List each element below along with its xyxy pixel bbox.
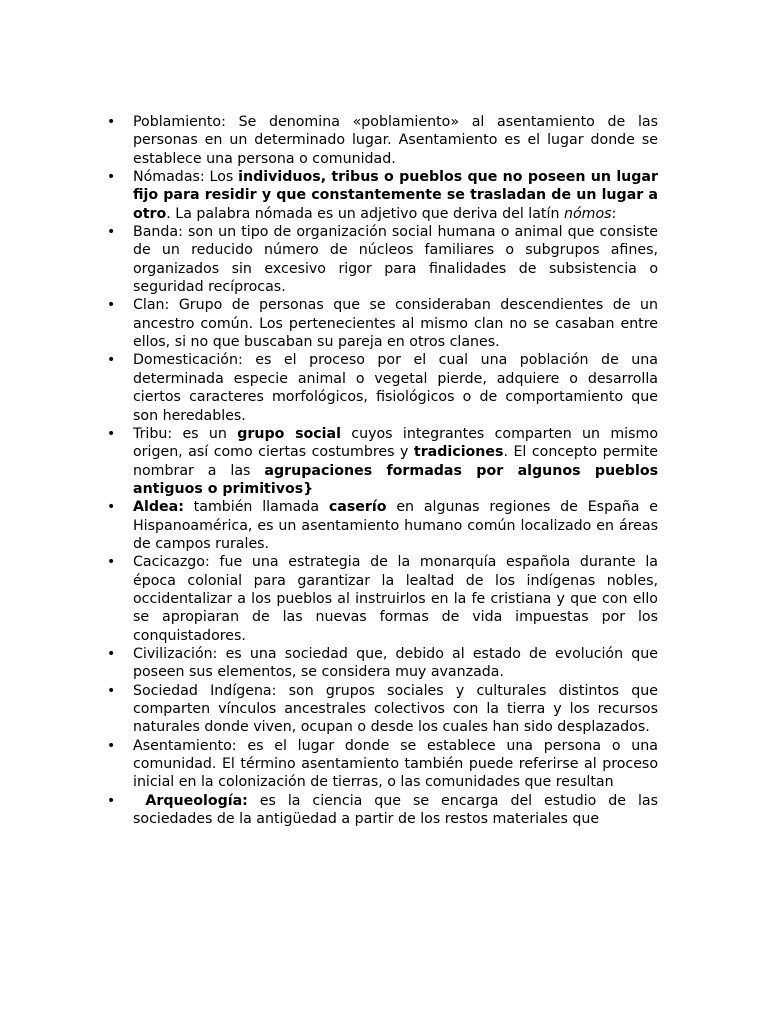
list-item-sociedad-indigena: [107, 682, 658, 737]
bullet-icon: •: [107, 499, 116, 516]
term-label: Poblamiento:: [133, 114, 226, 130]
definition-text: es el lugar donde se establece una persona o una comunidad. El término asentamiento también puede referirse al proceso inicial en la colonización de tierras, o las comunidades que resultan: [133, 737, 658, 791]
bullet-icon: •: [107, 352, 116, 369]
definition-text: cuyos integrantes comparten un mismo origen, así como ciertas costumbres y: [133, 425, 659, 461]
definition-text: es el proceso por el cual una población de una determinada especie animal o vegetal pierde, adquiere o desarrolla ciertos caracteres morfológicos, fisiológicos o de comportamiento que son heredables.: [133, 352, 658, 424]
definition-bold-text: caserío: [328, 499, 387, 516]
bullet-icon: •: [107, 114, 116, 130]
term-label: Sociedad Indígena:: [133, 682, 277, 699]
bullet-icon: •: [107, 792, 116, 809]
definition-bold-text: tradiciones: [413, 444, 504, 461]
list-item-poblamiento: [107, 113, 658, 168]
term-label: Aldea:: [133, 499, 184, 516]
bullet-icon: •: [107, 169, 116, 186]
definition-text: Grupo de personas que se consideraban descendientes de un ancestro común. Los pertenecientes al mismo clan no se casaban entre ellos, si no que buscaban su pareja en otros clanes.: [133, 297, 658, 351]
definition-text: es la ciencia que se encarga del estudio de las sociedades de la antigüedad a partir de los restos materiales que: [133, 792, 659, 828]
bullet-icon: •: [107, 682, 116, 699]
definition-text: . El concepto permite nombrar a las: [133, 444, 658, 479]
term-label: Asentamiento:: [133, 737, 237, 754]
list-item-tribu: [107, 425, 659, 498]
term-label: Tribu:: [133, 425, 173, 442]
definition-bold-text: individuos, tribus o pueblos que no poseen un lugar fijo para residir y que constantemente se trasladan de un lugar a otro: [133, 169, 659, 222]
definition-text: son un tipo de organización social humana o animal que consiste de un reducido número de núcleos familiares o subgrupos afines, organizados sin excesivo rigor para finalidades de subsistencia o seguridad recíprocas.: [133, 224, 658, 296]
list-item-cacicazgo: [107, 553, 658, 645]
list-item-civilizacion: [107, 645, 658, 682]
definition-text: es un: [172, 425, 238, 442]
bullet-icon: •: [107, 737, 116, 754]
list-item-clan: [107, 296, 658, 351]
bullet-icon: •: [107, 425, 116, 442]
term-label: Domesticación:: [133, 352, 243, 369]
definition-italic-text: nómos: [563, 205, 612, 222]
list-item-arqueologia: [107, 792, 659, 829]
term-label: Civilización:: [133, 645, 218, 662]
term-label: Clan:: [133, 297, 170, 314]
term-label: Banda:: [133, 224, 183, 241]
glossary-list: [107, 113, 659, 828]
bullet-icon: •: [107, 297, 116, 314]
definition-text: fue una estrategia de la monarquía española durante la época colonial para garantizar la lealtad de los indígenas nobles, occidentalizar a los pueblos al instruirlos en la fe cristiana y que con ello se apropiaran de las nuevas formas de vida impuestas por los conquistadores.: [133, 554, 658, 644]
definition-text: . La palabra nómada es un adjetivo que deriva del latín: [166, 205, 564, 222]
list-item-asentamiento: [107, 737, 658, 792]
definition-text: es una sociedad que, debido al estado de evolución que poseen sus elementos, se considera muy avanzada.: [133, 645, 658, 681]
definition-text: también llamada: [183, 499, 329, 516]
term-label: Nómadas:: [133, 169, 205, 186]
definition-text: son grupos sociales y culturales distintos que comparten vínculos ancestrales colectivos con la tierra y los recursos naturales donde viven, ocupan o desde los cuales han sido desplazados.: [133, 682, 658, 736]
definition-text: :: [611, 205, 617, 222]
definition-text: en algunas regiones de España e Hispanoamérica, es un asentamiento humano común localizado en áreas de campos rurales.: [133, 499, 658, 552]
definition-bold-text: grupo social: [237, 425, 341, 442]
bullet-icon: •: [107, 224, 116, 241]
term-label: Cacicazgo:: [133, 554, 210, 571]
definition-text: Los: [204, 169, 239, 186]
definition-text: Se denomina «poblamiento» al asentamiento de las personas en un determinado lugar. Asentamiento es el lugar donde se establece una persona o comunidad.: [133, 114, 658, 167]
definition-bold-text: agrupaciones formadas por algunos pueblos antiguos o primitivos}: [133, 462, 659, 497]
term-label: Arqueología:: [133, 792, 248, 809]
list-item-nomadas: [107, 168, 659, 223]
list-item-aldea: [107, 498, 658, 553]
bullet-icon: •: [107, 554, 116, 571]
bullet-icon: •: [107, 645, 116, 662]
list-item-domesticacion: [107, 351, 658, 424]
list-item-banda: [107, 223, 658, 296]
